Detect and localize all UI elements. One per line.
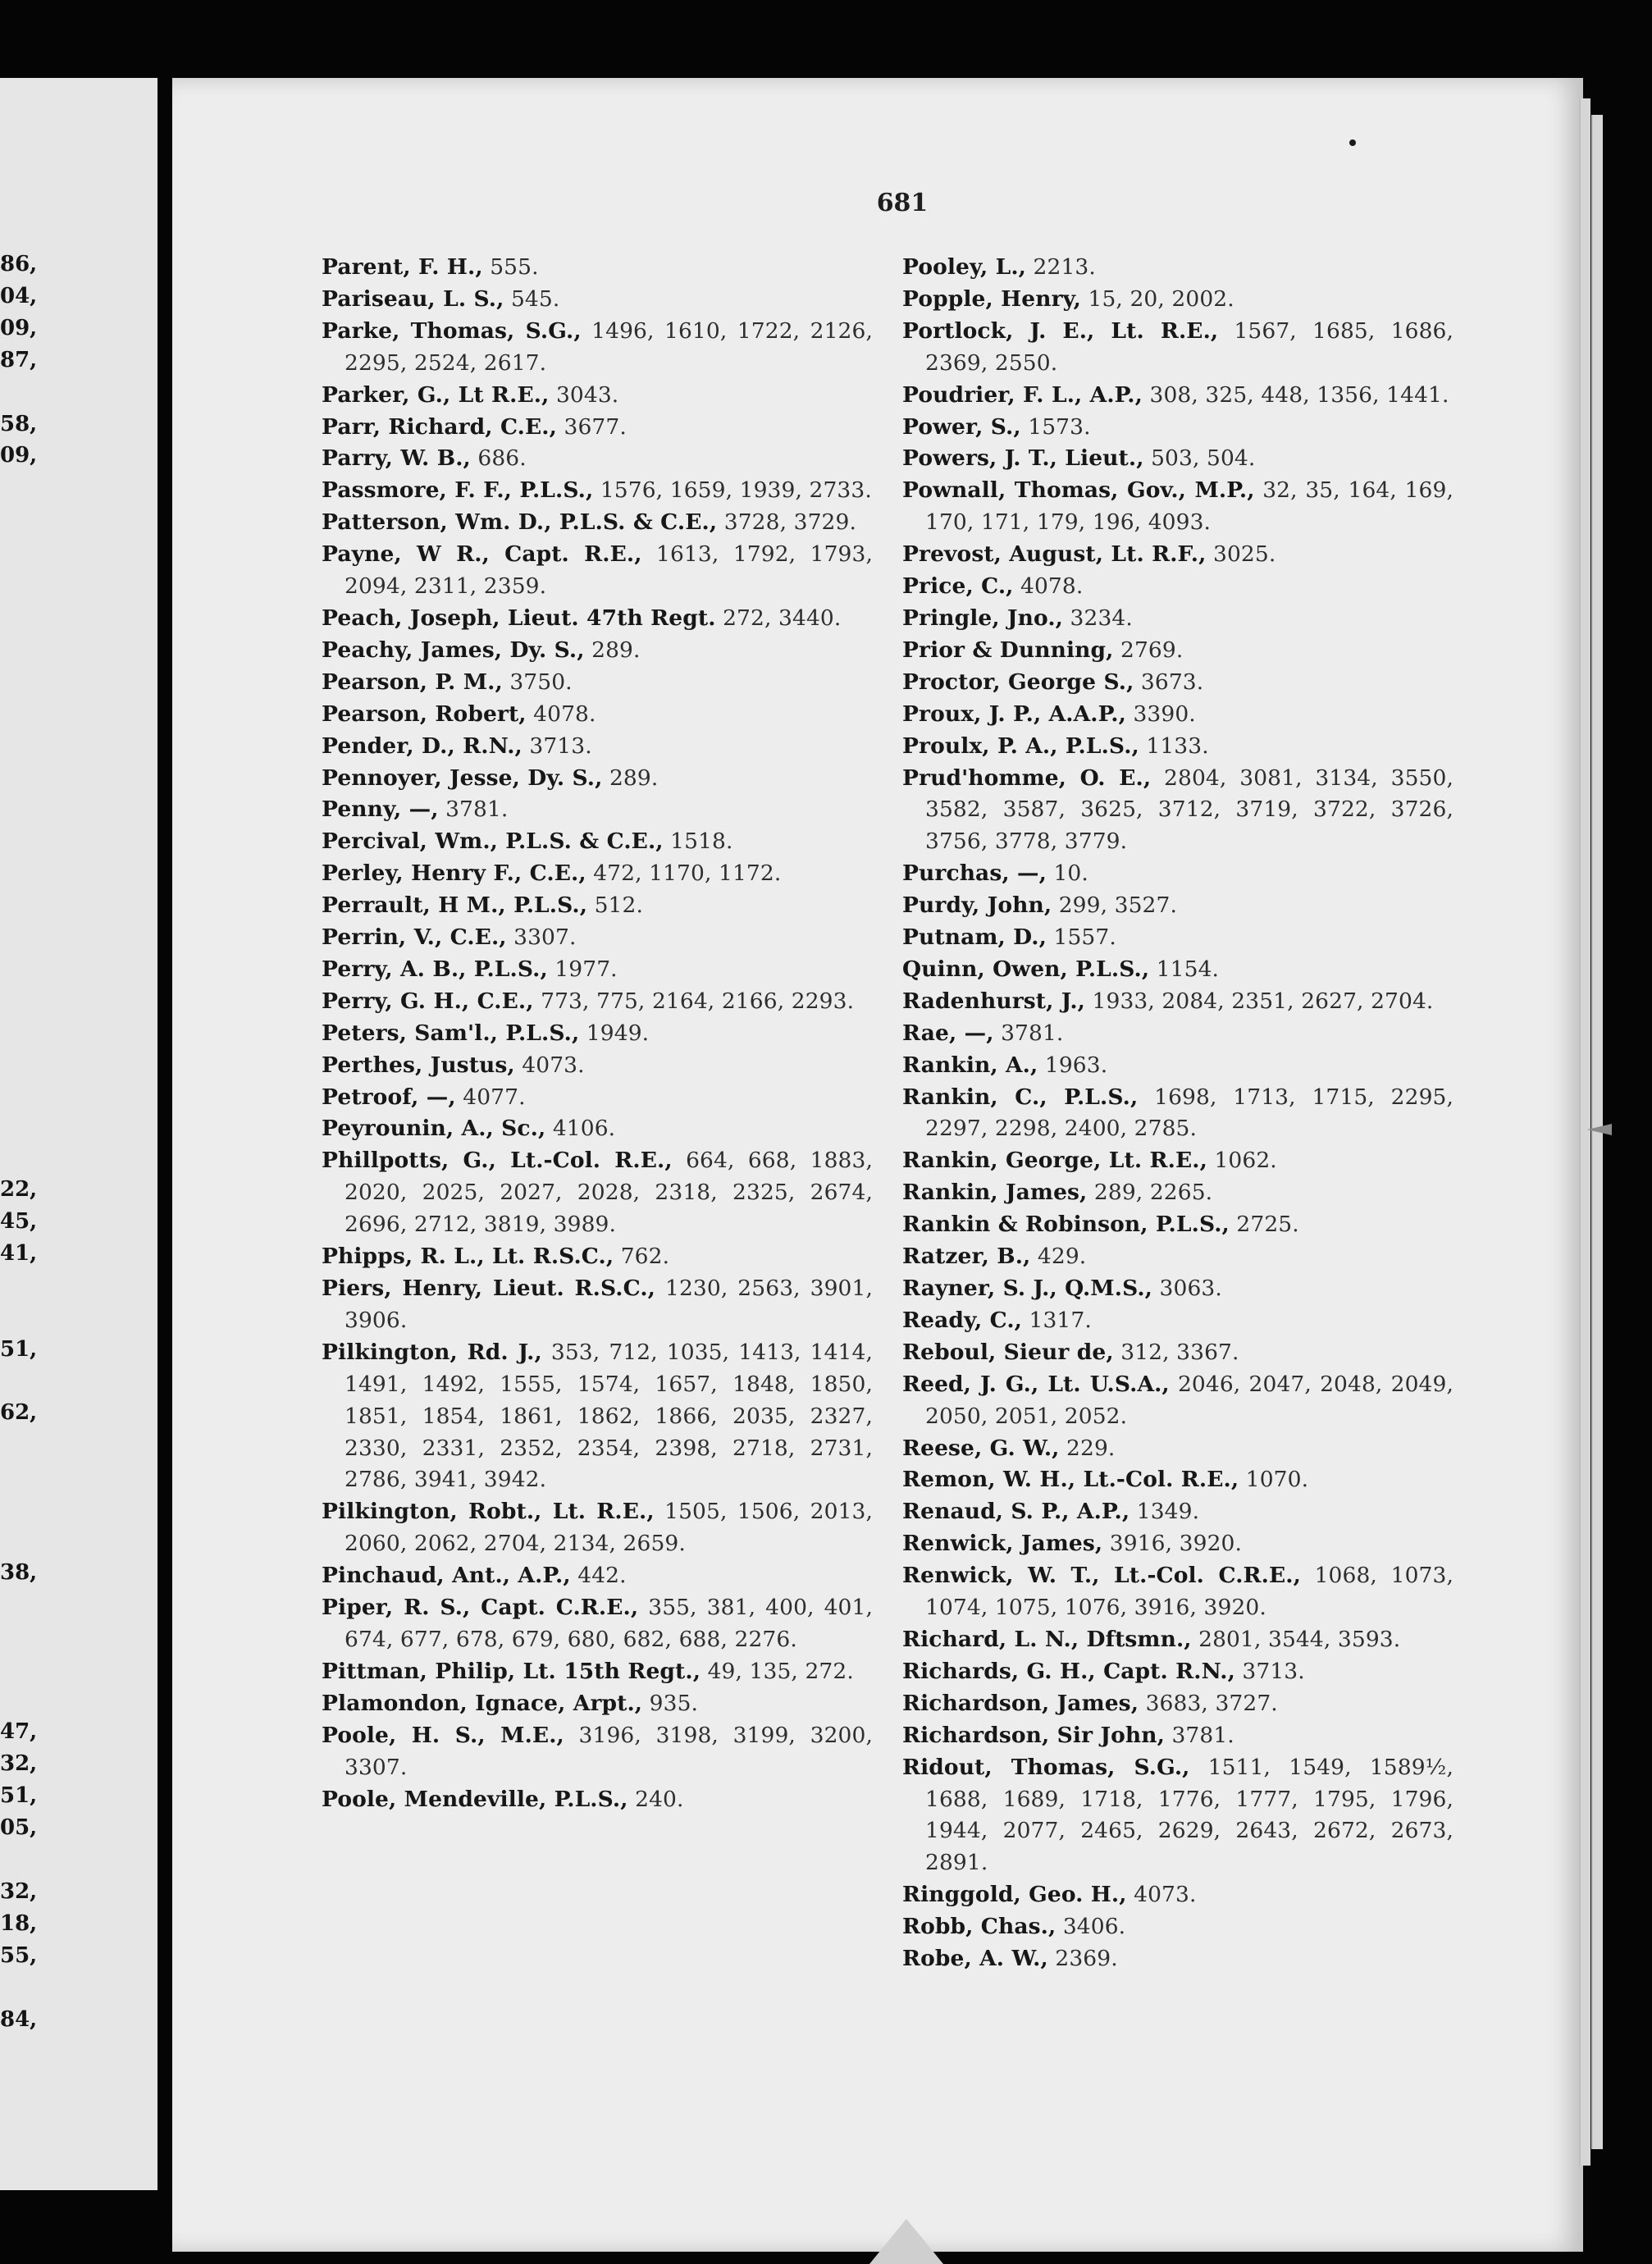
left-page-text-fragment: 41, [0,1240,38,1266]
entry-name: Phipps, R. L., Lt. R.S.C., [322,1244,614,1270]
entry-references: 308, 325, 448, 1356, 1441. [1149,381,1449,408]
entry-name: Proux, J. P., A.A.P., [902,701,1126,727]
index-entry [902,475,1453,539]
index-entry [902,858,1453,890]
entry-name: Putnam, D., [902,924,1047,951]
entry-references: 312, 3367. [1120,1339,1239,1365]
entry-name: Perrin, V., C.E., [322,924,507,951]
entry-name: Perry, G. H., C.E., [322,988,534,1014]
index-entry [902,284,1453,316]
index-entry [322,731,873,763]
entry-references: 3916, 3920. [1109,1531,1243,1557]
index-entry [322,603,873,635]
entry-name: Poole, H. S., M.E., [322,1722,564,1748]
index-entry [322,1496,873,1560]
index-entry [902,412,1453,444]
entry-name: Prevost, August, Lt. R.F., [902,541,1207,568]
index-entry [902,922,1453,954]
entry-references: 3673. [1140,669,1204,695]
entry-name: Perthes, Justus, [322,1052,515,1078]
entry-name: Rankin, George, Lt. R.E., [902,1148,1207,1174]
left-page-text-fragment: 22, [0,1177,38,1203]
entry-name: Penny, —, [322,797,439,823]
entry-references: 2046, 2047, 2048, 2049, 2050, 2051, 2052. [925,1371,1453,1429]
entry-references: 3750. [509,669,573,695]
entry-name: Robb, Chas., [902,1914,1056,1940]
entry-name: Prud'homme, O. E., [902,765,1152,791]
entry-name: Ridout, Thomas, S.G., [902,1754,1190,1780]
index-entry [322,763,873,795]
entry-references: 545. [510,285,560,312]
entry-references: 3196, 3198, 3199, 3200, 3307. [345,1722,873,1780]
entry-references: 4077. [463,1084,526,1110]
entry-references: 4073. [522,1052,585,1078]
index-entry [322,986,873,1018]
index-entry [322,954,873,986]
entry-references: 1613, 1792, 1793, 2094, 2311, 2359. [345,541,873,600]
entry-name: Ratzer, B., [902,1244,1031,1270]
index-entry [902,1050,1453,1082]
entry-references: 353, 712, 1035, 1413, 1414, 1491, 1492, 1555, 1574, 1657, 1848, 1850, 1851, 1854, 1861, 1862, 1866, 2035, 2327, 2330, 2331, 2352, 2354, 2398, 2718, 2731, 2786, 3941, 3942. [345,1339,874,1493]
left-page-text-fragment: 84, [0,2006,38,2032]
entry-name: Payne, W R., Capt. R.E., [322,541,642,568]
entry-name: Pearson, Robert, [322,701,527,727]
left-page-text-fragment: 09, [0,315,38,340]
entry-references: 3728, 3729. [723,509,856,536]
entry-references: 2369. [1055,1946,1118,1972]
entry-name: Pearson, P. M., [322,669,503,695]
index-entry [322,1656,873,1688]
entry-references: 3781. [445,797,509,823]
entry-references: 3781. [1171,1722,1234,1748]
entry-name: Powers, J. T., Lieut., [902,445,1144,472]
entry-references: 32, 35, 164, 169, 170, 171, 179, 196, 4093. [925,477,1453,536]
entry-references: 1557. [1053,924,1116,951]
index-entry [322,1720,873,1784]
entry-name: Rankin & Robinson, P.L.S., [902,1212,1230,1238]
index-entry [902,954,1453,986]
entry-name: Purdy, John, [902,892,1052,919]
index-entry [902,1528,1453,1560]
index-entry [322,1688,873,1720]
entry-name: Reed, J. G., Lt. U.S.A., [902,1371,1170,1397]
entry-name: Perley, Henry F., C.E., [322,860,586,887]
ink-dot [1349,139,1356,146]
entry-name: Richardson, Sir John, [902,1722,1165,1748]
index-entry [322,667,873,699]
entry-name: Rankin, A., [902,1052,1038,1078]
index-entry [902,1911,1453,1943]
left-page-text-fragment: 86, [0,252,38,276]
index-entry [902,1273,1453,1305]
index-entry [902,1879,1453,1911]
entry-name: Piper, R. S., Capt. C.R.E., [322,1595,639,1621]
entry-references: 1349. [1136,1499,1200,1525]
entry-references: 3234. [1070,605,1133,631]
entry-name: Reese, G. W., [902,1435,1060,1461]
entry-name: Quinn, Owen, P.L.S., [902,956,1150,982]
entry-references: 4078. [533,701,596,727]
entry-references: 1573. [1028,413,1091,440]
index-entry [322,1241,873,1273]
index-entry [902,1464,1453,1496]
entry-references: 4078. [1020,573,1084,600]
entry-name: Phillpotts, G., Lt.-Col. R.E., [322,1148,673,1174]
entry-name: Power, S., [902,413,1021,440]
entry-name: Parry, W. B., [322,445,471,472]
index-column-right [902,252,1453,1975]
left-page-text-fragment: 32, [0,1751,38,1777]
entry-name: Plamondon, Ignace, Arpt., [322,1690,643,1716]
index-entry [902,1560,1453,1624]
entry-references: 3307. [513,924,577,951]
entry-name: Rae, —, [902,1020,994,1046]
index-entry [322,475,873,507]
index-entry [902,603,1453,635]
page-edge [1579,98,1590,2166]
entry-references: 3406. [1062,1914,1126,1940]
entry-name: Rayner, S. J., Q.M.S., [902,1276,1153,1301]
index-entry [322,443,873,475]
left-page-text-fragment: 55, [0,1942,38,1968]
entry-references: 3713. [1242,1658,1305,1684]
entry-references: 4106. [552,1116,616,1142]
index-entry [902,731,1453,763]
entry-references: 1133. [1146,733,1209,759]
entry-references: 1518. [670,828,733,855]
index-entry [322,635,873,667]
entry-name: Pittman, Philip, Lt. 15th Regt., [322,1658,701,1684]
entry-references: 1511, 1549, 1589½, 1688, 1689, 1718, 1776, 1777, 1795, 1796, 1944, 2077, 2465, 2629, 2643, 2672, 2673, 2891. [925,1754,1453,1876]
entry-name: Proctor, George S., [902,669,1134,695]
entry-name: Richardson, James, [902,1690,1139,1716]
left-page-text-fragment: 45, [0,1209,38,1234]
entry-references: 289, 2265. [1093,1180,1213,1206]
index-entry [902,316,1453,380]
index-entry [902,1145,1453,1177]
left-page-text-fragment: 47, [0,1719,38,1745]
entry-name: Radenhurst, J., [902,988,1085,1014]
entry-references: 1496, 1610, 1722, 2126, 2295, 2524, 2617. [345,317,874,376]
left-page-text-fragment: 32, [0,1878,38,1904]
index-entry [322,316,873,380]
entry-references: 1963. [1044,1052,1108,1078]
entry-references: 1576, 1659, 1939, 2733. [600,477,872,504]
entry-references: 1154. [1156,956,1220,982]
index-entry [902,252,1453,284]
entry-references: 3025. [1212,541,1276,568]
index-entry [902,1241,1453,1273]
entry-references: 442. [577,1563,627,1589]
entry-references: 1505, 1506, 2013, 2060, 2062, 2704, 2134, 2659. [345,1499,874,1557]
entry-references: 1317. [1029,1307,1092,1333]
left-page-text-fragment: 05, [0,1815,38,1841]
left-page-text-fragment: 51, [0,1336,38,1362]
entry-references: 2801, 3544, 3593. [1198,1626,1401,1652]
entry-name: Perry, A. B., P.L.S., [322,956,548,982]
page-number: 681 [876,189,929,217]
entry-name: Patterson, Wm. D., P.L.S. & C.E., [322,509,718,536]
entry-references: 472, 1170, 1172. [593,860,782,887]
entry-name: Pariseau, L. S., [322,285,504,312]
entry-name: Portlock, J. E., Lt. R.E., [902,317,1219,344]
entry-references: 1070. [1245,1467,1309,1493]
entry-references: 229. [1066,1435,1116,1461]
index-entry [902,1018,1453,1050]
index-entry [322,1273,873,1337]
index-entry [902,1177,1453,1209]
index-entry [902,667,1453,699]
entry-references: 3063. [1159,1276,1222,1301]
index-entry [902,699,1453,731]
entry-references: 1698, 1713, 1715, 2295, 2297, 2298, 2400, 2785. [925,1084,1454,1142]
index-entry [322,380,873,412]
index-entry [902,1369,1453,1433]
index-entry [322,412,873,444]
index-entry [322,794,873,826]
left-page-text-fragment: 87, [0,347,38,372]
entry-name: Pownall, Thomas, Gov., M.P., [902,477,1255,504]
index-entry [902,1496,1453,1528]
entry-name: Parent, F. H., [322,254,483,280]
entry-references: 15, 20, 2002. [1088,285,1234,312]
index-entry [322,890,873,922]
entry-name: Peyrounin, A., Sc., [322,1116,546,1142]
index-entry [902,890,1453,922]
index-entry [322,1113,873,1145]
entry-name: Pilkington, Robt., Lt. R.E., [322,1499,655,1525]
entry-references: 686. [477,445,527,472]
left-page-text-fragment: 09, [0,443,38,468]
index-entry [322,1050,873,1082]
entry-references: 3713. [529,733,592,759]
entry-references: 773, 775, 2164, 2166, 2293. [541,988,855,1014]
index-entry [322,539,873,603]
entry-references: 2213. [1033,254,1096,280]
entry-name: Parr, Richard, C.E., [322,413,557,440]
entry-references: 1949. [586,1020,650,1046]
index-entry [902,635,1453,667]
entry-name: Reboul, Sieur de, [902,1339,1114,1365]
entry-references: 1567, 1685, 1686, 2369, 2550. [925,317,1454,376]
entry-name: Piers, Henry, Lieut. R.S.C., [322,1276,656,1301]
entry-references: 3043. [555,381,619,408]
entry-references: 289. [591,637,641,663]
index-entry [902,1688,1453,1720]
left-page-text-fragment: 51, [0,1783,38,1809]
index-entry [902,571,1453,603]
entry-references: 664, 668, 1883, 2020, 2025, 2027, 2028, 2318, 2325, 2674, 2696, 2712, 3819, 3989. [345,1148,873,1238]
entry-references: 355, 381, 400, 401, 674, 677, 678, 679, 680, 682, 688, 2276. [345,1595,873,1652]
entry-name: Perrault, H M., P.L.S., [322,892,588,919]
index-entry [902,1720,1453,1752]
entry-name: Pender, D., R.N., [322,733,523,759]
index-entry [902,1337,1453,1369]
entry-name: Parke, Thomas, S.G., [322,317,582,344]
index-entry [322,1784,873,1816]
entry-name: Pennoyer, Jesse, Dy. S., [322,765,603,791]
entry-references: 503, 504. [1151,445,1256,472]
entry-references: 49, 135, 272. [707,1658,854,1684]
entry-name: Peachy, James, Dy. S., [322,637,585,663]
entry-name: Pilkington, Rd. J., [322,1339,542,1365]
entry-name: Passmore, F. F., P.L.S., [322,477,594,504]
index-entry [322,1560,873,1592]
entry-name: Richard, L. N., Dftsmn., [902,1626,1192,1652]
index-entry [902,763,1453,859]
index-entry [902,1752,1453,1880]
entry-name: Renwick, James, [902,1531,1103,1557]
index-entry [322,1592,873,1656]
index-entry [902,443,1453,475]
entry-references: 2725. [1236,1212,1299,1238]
entry-name: Poudrier, F. L., A.P., [902,381,1143,408]
entry-name: Petroof, —, [322,1084,456,1110]
index-entry [902,1433,1453,1465]
entry-name: Remon, W. H., Lt.-Col. R.E., [902,1467,1239,1493]
entry-name: Rankin, C., P.L.S., [902,1084,1139,1110]
index-entry [902,1656,1453,1688]
entry-name: Prior & Dunning, [902,637,1114,663]
entry-name: Poole, Mendeville, P.L.S., [322,1786,628,1812]
entry-references: 429. [1037,1244,1087,1270]
entry-name: Peach, Joseph, Lieut. 47th Regt. [322,605,716,631]
entry-references: 289. [609,765,659,791]
entry-references: 3390. [1133,701,1196,727]
entry-references: 2804, 3081, 3134, 3550, 3582, 3587, 3625, 3712, 3719, 3722, 3726, 3756, 3778, 3779. [925,765,1453,855]
index-entry [902,1209,1453,1241]
entry-references: 1068, 1073, 1074, 1075, 1076, 3916, 3920. [925,1563,1453,1621]
entry-name: Renaud, S. P., A.P., [902,1499,1130,1525]
entry-references: 272, 3440. [723,605,842,631]
left-page-text-fragment: 38, [0,1559,38,1585]
entry-name: Price, C., [902,573,1014,600]
index-entry [902,1082,1453,1146]
index-entry [322,1082,873,1114]
entry-name: Robe, A. W., [902,1946,1048,1972]
index-entry [902,1305,1453,1337]
index-entry [322,1337,873,1497]
entry-references: 555. [490,254,539,280]
entry-references: 240. [635,1786,684,1812]
entry-name: Ready, C., [902,1307,1022,1333]
entry-name: Ringgold, Geo. H., [902,1882,1127,1908]
index-entry [322,858,873,890]
index-entry [902,986,1453,1018]
entry-name: Pooley, L., [902,254,1026,280]
entry-name: Purchas, —, [902,860,1047,887]
index-entry [322,1018,873,1050]
left-page-fragment [0,78,157,2190]
index-column-left [322,252,873,1815]
index-entry [322,699,873,731]
entry-references: 1977. [554,956,618,982]
index-entry [902,380,1453,412]
entry-name: Popple, Henry, [902,285,1081,312]
entry-references: 3677. [564,413,627,440]
index-entry [902,1624,1453,1656]
entry-name: Pringle, Jno., [902,605,1063,631]
left-page-text-fragment: 58, [0,411,38,436]
index-entry [322,507,873,539]
entry-references: 1230, 2563, 3901, 3906. [345,1276,873,1333]
entry-references: 4073. [1134,1882,1197,1908]
entry-name: Richards, G. H., Capt. R.N., [902,1658,1235,1684]
entry-references: 3781. [1001,1020,1064,1046]
index-entry [902,1943,1453,1975]
entry-name: Percival, Wm., P.L.S. & C.E., [322,828,664,855]
left-page-text-fragment: 62, [0,1400,38,1426]
entry-references: 762. [620,1244,670,1270]
entry-name: Pinchaud, Ant., A.P., [322,1563,571,1589]
entry-name: Proulx, P. A., P.L.S., [902,733,1139,759]
index-entry [322,1145,873,1241]
index-entry [322,284,873,316]
index-entry [322,252,873,284]
left-page-text-fragment: 04, [0,283,38,308]
entry-name: Peters, Sam'l., P.L.S., [322,1020,580,1046]
index-entry [322,922,873,954]
entry-name: Parker, G., Lt R.E., [322,381,550,408]
entry-references: 2769. [1120,637,1184,663]
entry-name: Renwick, W. T., Lt.-Col. C.R.E., [902,1563,1301,1589]
entry-references: 935. [649,1690,699,1716]
entry-references: 1062. [1214,1148,1277,1174]
entry-references: 1933, 2084, 2351, 2627, 2704. [1092,988,1434,1014]
entry-references: 10. [1053,860,1088,887]
entry-references: 512. [594,892,643,919]
index-entry [322,826,873,858]
entry-name: Rankin, James, [902,1180,1088,1206]
entry-references: 3683, 3727. [1145,1690,1278,1716]
entry-references: 299, 3527. [1058,892,1177,919]
index-entry [902,539,1453,571]
left-page-text-fragment: 18, [0,1910,38,1936]
